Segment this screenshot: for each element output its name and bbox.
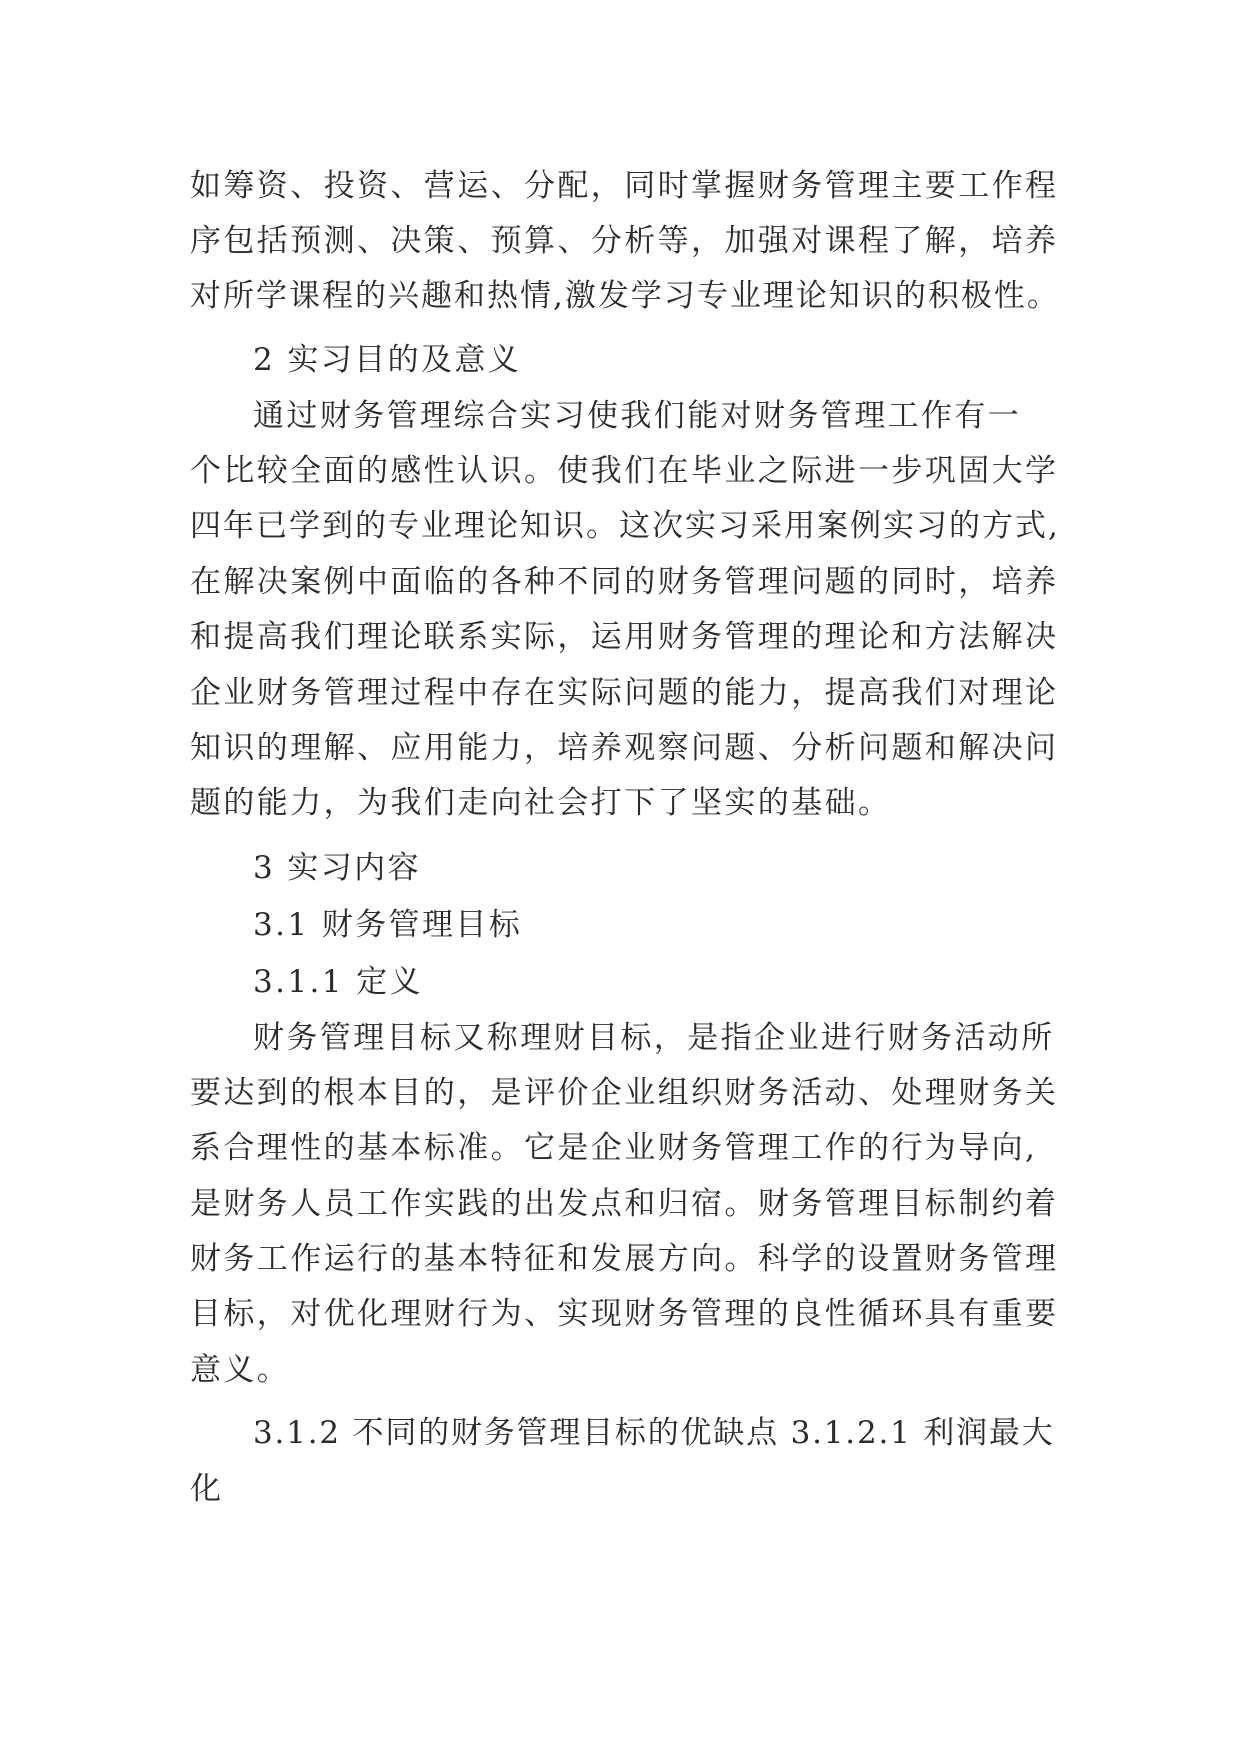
body-text-line: 意义。 [190, 1352, 291, 1388]
body-text-line: 在解决案例中面临的各种不同的财务管理问题的同时，培养 [190, 564, 1059, 600]
subsection-heading: 3.1 财务管理目标 [253, 907, 523, 943]
body-text-line: 通过财务管理综合实习使我们能对财务管理工作有一 [253, 398, 1022, 434]
body-text-line: 四年已学到的专业理论知识。这次实习采用案例实习的方式, [190, 508, 1060, 544]
body-text-line: 化 [190, 1471, 224, 1507]
body-text-line: 个比较全面的感性认识。使我们在毕业之际进一步巩固大学 [190, 453, 1059, 489]
subsubsection-heading: 3.1.2 不同的财务管理目标的优缺点 3.1.2.1 利润最大 [253, 1415, 1055, 1451]
body-text-line: 序包括预测、决策、预算、分析等，加强对课程了解，培养 [190, 223, 1059, 259]
body-text-line: 财务工作运行的基本特征和发展方向。科学的设置财务管理 [190, 1241, 1059, 1277]
subsubsection-heading: 3.1.1 定义 [253, 964, 423, 1000]
body-text-line: 系合理性的基本标准。它是企业财务管理工作的行为导向, [190, 1130, 1038, 1166]
body-text-line: 是财务人员工作实践的出发点和归宿。财务管理目标制约着 [190, 1186, 1059, 1222]
body-text-line: 题的能力，为我们走向社会打下了坚实的基础。 [190, 785, 892, 821]
section-heading: 3 实习内容 [253, 850, 421, 886]
body-text-line: 目标，对优化理财行为、实现财务管理的良性循环具有重要 [190, 1296, 1059, 1332]
body-text-line: 要达到的根本目的，是评价企业组织财务活动、处理财务关 [190, 1075, 1059, 1111]
body-text-line: 财务管理目标又称理财目标，是指企业进行财务活动所 [253, 1020, 1055, 1056]
body-text-line: 企业财务管理过程中存在实际问题的能力，提高我们对理论 [190, 675, 1059, 711]
section-heading: 2 实习目的及意义 [253, 342, 522, 378]
body-text-line: 如筹资、投资、营运、分配，同时掌握财务管理主要工作程 [190, 168, 1059, 204]
body-text-line: 知识的理解、应用能力，培养观察问题、分析问题和解决问 [190, 730, 1059, 766]
body-text-line: 对所学课程的兴趣和热情,激发学习专业理论知识的积极性。 [190, 278, 1060, 314]
body-text-line: 和提高我们理论联系实际，运用财务管理的理论和方法解决 [190, 619, 1059, 655]
